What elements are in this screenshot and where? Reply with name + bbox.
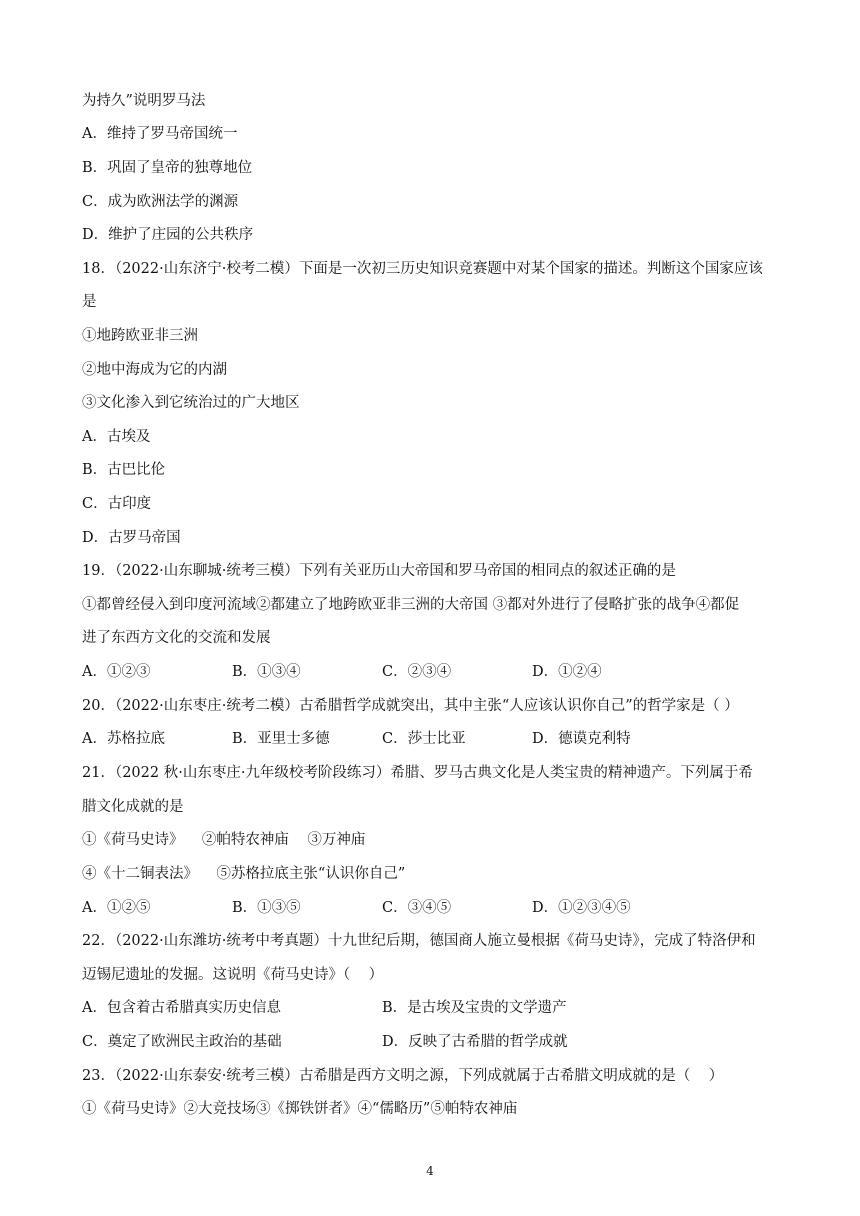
q18-stem-line1: 18．（2022·山东济宁·校考二模）下面是一次初三历史知识竞赛题中对某个国家的描述。判断这个国家应该 (82, 261, 763, 277)
q21-options (82, 898, 782, 918)
q22-option-c: C．奠定了欧洲民主政治的基础 (82, 1034, 282, 1050)
q21-stem-line2: 腊文化成就的是 (82, 799, 184, 815)
q19-option-c: C．②③④ (382, 664, 452, 680)
q19-options (82, 662, 782, 682)
q18-option-c: C．古印度 (82, 496, 152, 512)
q18-item-1: ①地跨欧亚非三洲 (82, 328, 198, 344)
q19-option-d: D．①②④ (532, 664, 602, 680)
q23-stem: 23．（2022·山东泰安·统考三模）古希腊是西方文明之源，下列成就属于古希腊文明成就的是（ ） (82, 1068, 724, 1084)
q21-option-a: A．①②⑤ (82, 900, 151, 916)
q22-option-b: B．是古埃及宝贵的文学遗产 (382, 1000, 567, 1016)
q20-option-b: B．亚里士多德 (232, 731, 330, 747)
q19-stem: 19．（2022·山东聊城·统考三模）下列有关亚历山大帝国和罗马帝国的相同点的叙述正确的是 (82, 563, 676, 579)
q17-option-b: B．巩固了皇帝的独尊地位 (82, 160, 253, 176)
q19-items-line1: ①都曾经侵入到印度河流域②都建立了地跨欧亚非三洲的大帝国 ③都对外进行了侵略扩张的战争④都促 (82, 597, 740, 613)
q18-stem-line2: 是 (82, 294, 97, 310)
q22-options-row1 (82, 998, 782, 1018)
q17-option-c: C．成为欧洲法学的渊源 (82, 194, 239, 210)
q21-option-c: C．③④⑤ (382, 900, 452, 916)
q22-option-d: D．反映了古希腊的哲学成就 (382, 1034, 568, 1050)
page-number: 4 (426, 1164, 434, 1178)
q21-option-b: B．①③⑤ (232, 900, 301, 916)
q20-options (82, 729, 782, 749)
q18-option-a: A．古埃及 (82, 429, 151, 445)
q22-options-row2 (82, 1032, 782, 1052)
q17-option-d: D．维护了庄园的公共秩序 (82, 227, 254, 243)
q20-stem: 20．（2022·山东枣庄·统考二模）古希腊哲学成就突出，其中主张“人应该认识你自己”的哲学家是（ ） (82, 698, 739, 714)
q22-stem-line1: 22．（2022·山东潍坊·统考中考真题）十九世纪后期，德国商人施立曼根据《荷马史诗》，完成了特洛伊和 (82, 933, 756, 949)
q22-stem-line2: 迈锡尼遗址的发掘。这说明《荷马史诗》（ ） (82, 967, 384, 983)
q21-option-d: D．①②③④⑤ (532, 900, 631, 916)
q20-option-d: D．德谟克利特 (532, 731, 631, 747)
q18-option-b: B．古巴比伦 (82, 462, 166, 478)
q21-stem-line1: 21．（2022 秋·山东枣庄·九年级校考阶段练习）希腊、罗马古典文化是人类宝贵的精神遗产。下列属于希 (82, 765, 753, 781)
q19-option-b: B．①③④ (232, 664, 301, 680)
q20-option-c: C．莎士比亚 (382, 731, 466, 747)
q17-stem-end: 为持久”说明罗马法 (82, 93, 206, 109)
q22-option-a: A．包含着古希腊真实历史信息 (82, 1000, 281, 1016)
q19-option-a: A．①②③ (82, 664, 151, 680)
q18-item-3: ③文化渗入到它统治过的广大地区 (82, 395, 300, 411)
q17-option-a: A．维持了罗马帝国统一 (82, 126, 238, 142)
q18-item-2: ②地中海成为它的内湖 (82, 362, 227, 378)
q21-items-line1: ①《荷马史诗》 ②帕特农神庙 ③万神庙 (82, 832, 366, 848)
q20-option-a: A．苏格拉底 (82, 731, 165, 747)
q18-option-d: D．古罗马帝国 (82, 530, 181, 546)
q23-items: ①《荷马史诗》②大竞技场③《掷铁饼者》④“儒略历”⑤帕特农神庙 (82, 1101, 518, 1117)
q21-items-line2: ④《十二铜表法》 ⑤苏格拉底主张“认识你自己” (82, 866, 406, 882)
q19-items-line2: 进了东西方文化的交流和发展 (82, 630, 271, 646)
